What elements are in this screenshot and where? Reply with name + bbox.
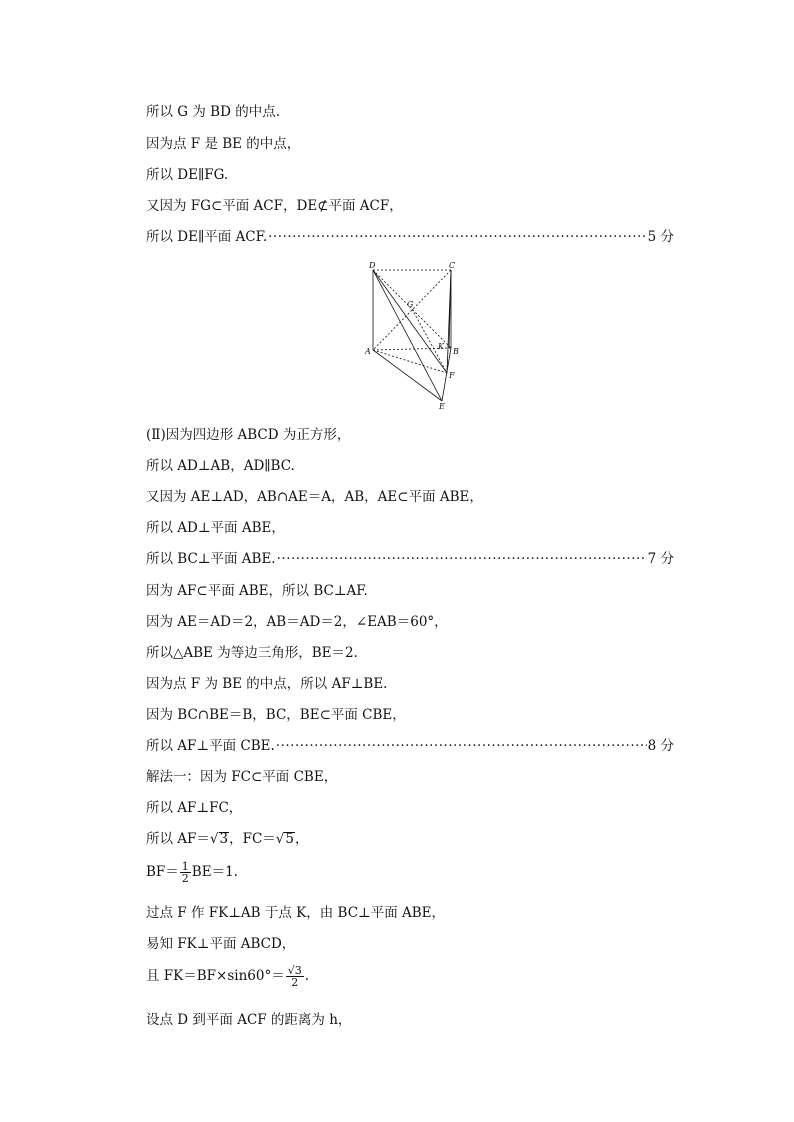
text-line: 解法一：因为 FC⊂平面 CBE， <box>146 769 338 785</box>
text-line: (Ⅱ)因为四边形 ABCD 为正方形， <box>146 427 351 443</box>
fraction-numerator: 1 <box>181 860 189 873</box>
line-text: 所以 BC⊥平面 ABE. <box>146 551 276 567</box>
fraction-numerator: √3 <box>287 964 302 977</box>
line-text: 所以 AF＝√ <box>146 831 219 847</box>
leader-dots <box>268 229 646 245</box>
label-C: C <box>449 262 456 270</box>
line-text: 所以 AF⊥平面 CBE. <box>146 738 275 754</box>
radicand: 3 <box>219 831 229 847</box>
line-text: ，FC＝√ <box>229 831 285 847</box>
score-label: 7 分 <box>647 551 674 567</box>
label-D: D <box>369 262 376 270</box>
label-G: G <box>407 300 414 309</box>
fraction-denominator: 2 <box>291 976 299 989</box>
text-line: 所以 AF⊥FC， <box>146 800 243 816</box>
line-text: BF＝ <box>146 864 179 880</box>
text-line-fraction <box>146 962 309 990</box>
fraction-denominator: 2 <box>181 872 189 885</box>
fraction <box>180 861 191 884</box>
text-line: 易知 FK⊥平面 ABCD， <box>146 936 296 952</box>
text-line: 因为点 F 为 BE 的中点，所以 AF⊥BE. <box>146 676 388 692</box>
label-A: A <box>365 347 371 356</box>
text-line: 因为 BC∩BE＝B，BC，BE⊂平面 CBE， <box>146 707 406 723</box>
score-label: 8 分 <box>647 738 674 754</box>
text-line: 所以 AD⊥平面 ABE， <box>146 520 285 536</box>
geometry-figure <box>360 262 470 412</box>
label-B: B <box>453 347 459 356</box>
line-text: ， <box>295 831 309 847</box>
text-line: 又因为 AE⊥AD，AB∩AE＝A，AB，AE⊂平面 ABE， <box>146 489 483 505</box>
text-line-scored <box>146 738 674 754</box>
line-text: 所以 DE∥平面 ACF. <box>146 229 268 245</box>
line-text: BE＝1. <box>191 864 238 880</box>
leader-dots <box>277 551 647 567</box>
fraction <box>286 965 304 988</box>
label-E: E <box>439 402 445 411</box>
text-line: 因为点 F 是 BE 的中点， <box>146 136 301 152</box>
text-line: 又因为 FG⊂平面 ACF，DE⊄平面 ACF， <box>146 198 403 214</box>
text-line: 因为 AE＝AD＝2，AB＝AD＝2，∠EAB＝60°， <box>146 614 448 630</box>
text-line-scored <box>146 551 674 567</box>
text-line: 所以 DE∥FG. <box>146 167 229 183</box>
text-line-scored <box>146 229 674 245</box>
label-K: K <box>438 342 444 351</box>
text-line: 所以 G 为 BD 的中点. <box>146 104 280 120</box>
text-line: 过点 F 作 FK⊥AB 于点 K，由 BC⊥平面 ABE， <box>146 905 446 921</box>
text-line: 所以△ABE 为等边三角形，BE＝2. <box>146 645 358 661</box>
leader-dots <box>276 738 647 754</box>
line-text: . <box>304 968 310 984</box>
score-label: 5 分 <box>647 229 674 245</box>
text-line: 设点 D 到平面 ACF 的距离为 h， <box>146 1012 352 1028</box>
text-line-fraction <box>146 860 238 884</box>
text-line: 因为 AF⊂平面 ABE，所以 BC⊥AF. <box>146 583 368 599</box>
radicand: 5 <box>285 831 295 847</box>
line-text: 且 FK＝BF×sin60°＝ <box>146 968 285 984</box>
text-line-radicals <box>146 831 309 847</box>
text-line: 所以 AD⊥AB，AD∥BC. <box>146 458 295 474</box>
label-F: F <box>449 371 455 380</box>
